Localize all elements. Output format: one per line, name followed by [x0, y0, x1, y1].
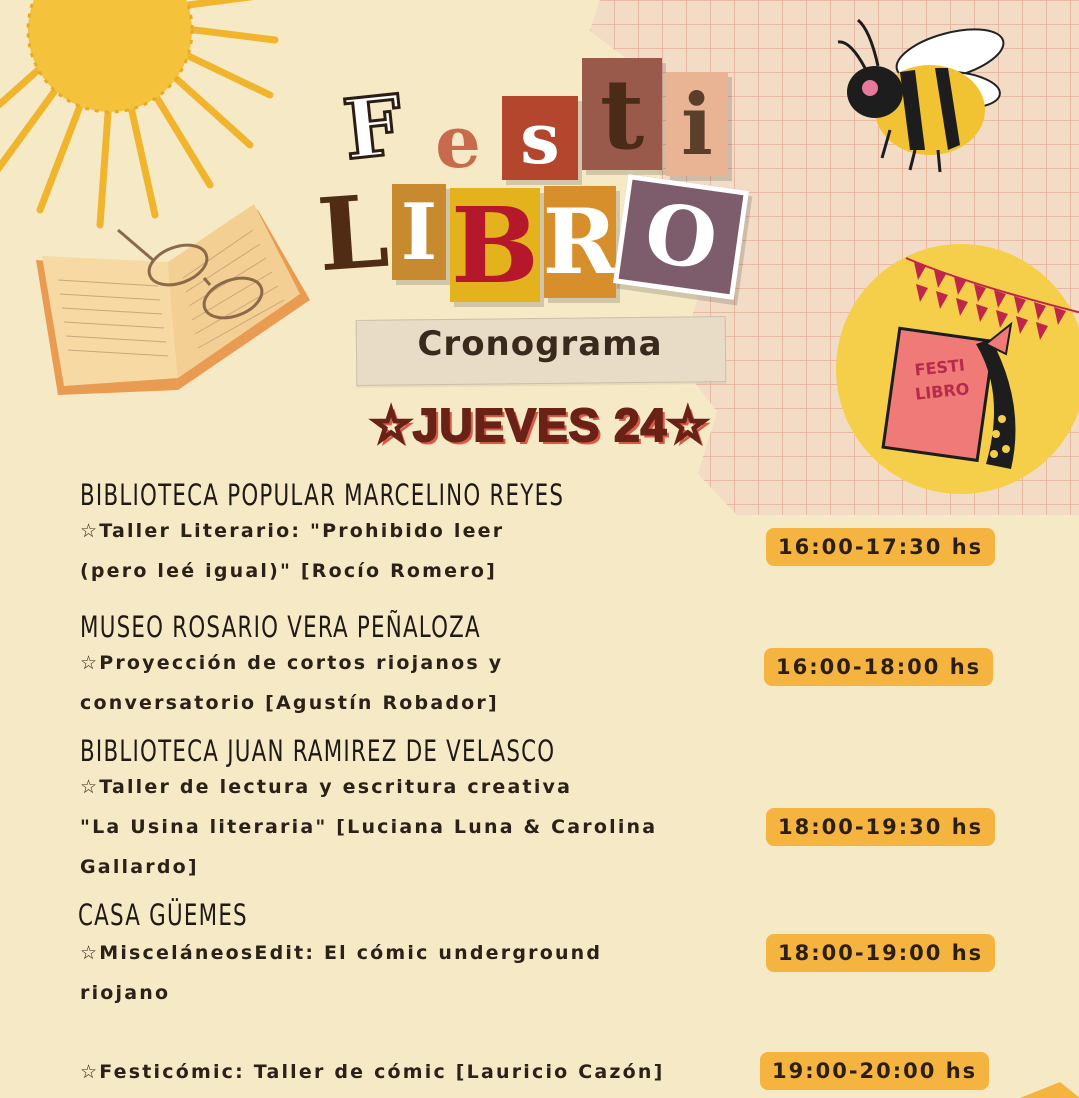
title-letter: s	[502, 96, 578, 180]
event-description: Gallardo]	[80, 856, 199, 878]
event-description: riojano	[80, 982, 171, 1004]
event-description: ☆Proyección de cortos riojanos y	[80, 652, 504, 674]
event-description: conversatorio [Agustín Robador]	[80, 692, 499, 714]
title-letter: R	[544, 186, 616, 298]
event-description: "La Usina literaria" [Luciana Luna & Carolina	[80, 816, 658, 838]
corner-decoration	[1020, 1070, 1079, 1098]
title-letter: i	[666, 72, 728, 176]
title-libro	[313, 171, 742, 307]
open-book-illustration	[28, 190, 318, 400]
event-description: (pero leé igual)" [Rocío Romero]	[80, 560, 497, 582]
venue-name: BIBLIOTECA JUAN RAMIREZ DE VELASCO	[80, 734, 556, 768]
title-letter: L	[313, 171, 393, 295]
bee-illustration	[830, 10, 1020, 180]
time-badge: 19:00-20:00 hs	[760, 1052, 989, 1090]
day-heading: ☆JUEVES 24☆	[370, 399, 710, 451]
venue-name: CASA GÜEMES	[78, 898, 248, 932]
badge-label: FESTI LIBRO	[913, 355, 971, 404]
event-description: ☆Taller Literario: "Prohibido leer	[80, 520, 505, 542]
festilibro-badge	[836, 244, 1079, 494]
event-description: ☆Festicómic: Taller de cómic [Lauricio Cazón]	[80, 1061, 665, 1083]
venue-name: BIBLIOTECA POPULAR MARCELINO REYES	[80, 478, 565, 512]
title-letter: e	[435, 98, 481, 184]
title-letter: B	[451, 183, 539, 307]
time-badge: 18:00-19:30 hs	[766, 808, 995, 846]
time-badge: 16:00-18:00 hs	[764, 648, 993, 686]
title-letter: F	[339, 77, 407, 179]
time-badge: 18:00-19:00 hs	[766, 934, 995, 972]
subtitle: Cronograma	[417, 324, 663, 364]
title-letter: O	[613, 174, 749, 300]
event-description: ☆Taller de lectura y escritura creativa	[80, 776, 573, 798]
venue-name: MUSEO ROSARIO VERA PEÑALOZA	[80, 610, 481, 644]
event-description: ☆MisceláneosEdit: El cómic underground	[80, 942, 603, 964]
title-letter: t	[582, 58, 662, 170]
time-badge: 16:00-17:30 hs	[766, 528, 995, 566]
title-letter: I	[392, 184, 446, 280]
title-festi	[332, 57, 728, 188]
